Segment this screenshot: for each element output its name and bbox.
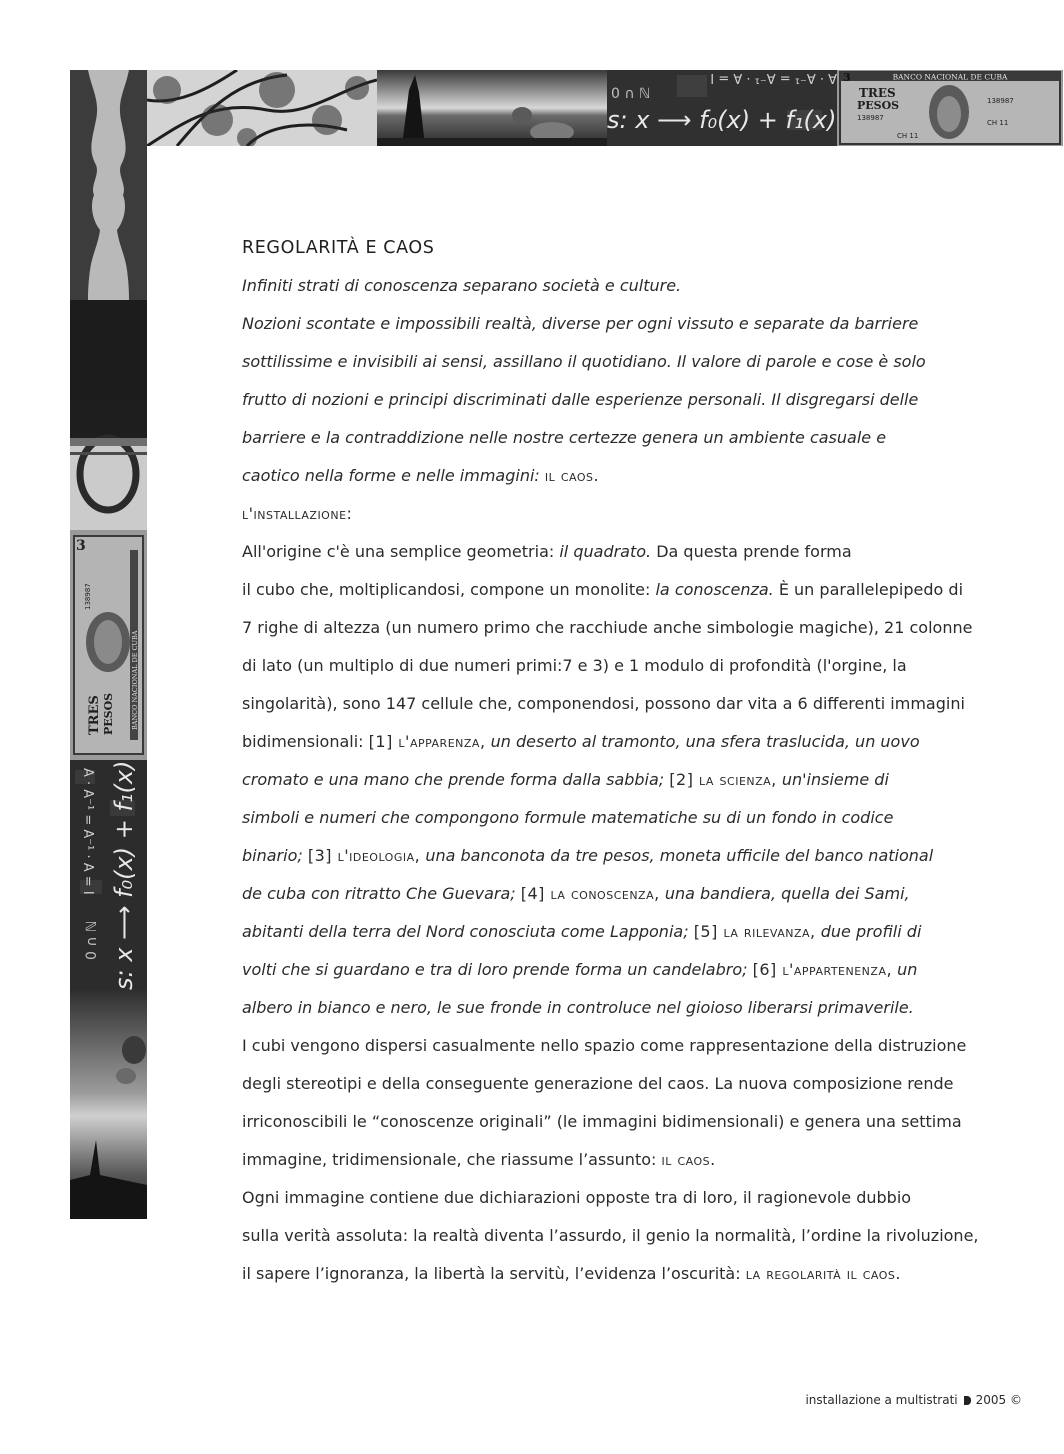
candelabra-profile-image [70, 400, 147, 530]
math-fragment-a-top-text: A · A⁻¹ = A⁻¹ · A = I [710, 70, 837, 85]
math-fragment-a-text: A · A⁻¹ = A⁻¹ · A = I [80, 768, 95, 895]
body-line: simboli e numeri che compongono formule matematiche su di un fondo in codice [242, 808, 894, 827]
banknote-denomination-top-text: TRES [859, 86, 896, 100]
body-emphasis: abitanti della terra del Nord conosciuta come Lapponia; [242, 922, 689, 941]
banknote-serial-text: 138987 [84, 583, 92, 610]
banknote-serial-top-text: 138987 [857, 114, 884, 122]
banknote-bank-text: BANCO NACIONAL DE CUBA [131, 630, 139, 730]
body-emphasis: volti che si guardano e tra di loro prende forma un candelabro; [242, 960, 748, 979]
banknote-serial-right-text: 138987 [987, 97, 1014, 105]
math-formula-top-text: s: x ⟶ f₀(x) + f₁(x) [607, 106, 837, 134]
intro-line: Infiniti strati di conoscenza separano società e culture. [242, 276, 682, 295]
keyword: [5] la rilevanza, [693, 922, 816, 941]
body-line [242, 571, 964, 609]
page-footer [805, 1393, 1022, 1407]
body-emphasis: binario; [242, 846, 303, 865]
keyword: la regolarità il caos. [745, 1264, 901, 1283]
intro-line: frutto di nozioni e principi discriminati dalle esperienze personali. Il disgregarsi delle [242, 390, 919, 409]
page-title: REGOLARITÀ E CAOS [242, 238, 435, 258]
body-line [242, 913, 942, 951]
banknote-numeral-top-text: 3 [843, 71, 851, 84]
banknote-series-right-text: CH 11 [987, 119, 1009, 127]
keyword: [6] l'appartenenza, [752, 960, 893, 979]
body-emphasis: cromato e una mano che prende forma dalla sabbia; [242, 770, 665, 789]
body-line: 7 righe di altezza (un numero primo che racchiude anche simbologie magiche), 21 colonne [242, 618, 973, 637]
body-line: irriconoscibili le “conoscenze originali” (le immagini bidimensionali) e genera una settima [242, 1112, 962, 1131]
body-text: Da questa prende forma [656, 542, 852, 561]
footer-text: installazione a multistrati [805, 1393, 958, 1407]
faces-vase-illusion-image [70, 70, 147, 300]
tres-pesos-banknote-image [837, 70, 1063, 146]
body-line: di lato (un multiplo di due numeri primi:7 e 3) e 1 modulo di profondità (l'orgine, la [242, 656, 907, 675]
banknote-currency-top-text: PESOS [857, 99, 900, 112]
keyword: il caos. [661, 1150, 716, 1169]
banknote-currency-text: PESOS [102, 692, 115, 735]
body-line [242, 1141, 942, 1179]
body-emphasis: un'insieme di [781, 770, 889, 789]
math-formulas-image [607, 70, 837, 146]
body-line: albero in bianco e nero, le sue fronde in controluce nel gioioso liberarsi primaverile. [242, 998, 914, 1017]
top-image-strip [147, 70, 1063, 146]
body-line [242, 1255, 942, 1293]
keyword: [4] la conoscenza, [520, 884, 660, 903]
body-emphasis: un deserto al tramonto, una sfera traslucida, un uovo [490, 732, 920, 751]
body-line: sulla verità assoluta: la realtà diventa l’assurdo, il genio la normalità, l’ordine la rivoluzione, [242, 1226, 979, 1245]
body-line [242, 875, 942, 913]
body-text: bidimensionali: [242, 732, 364, 751]
body-line [242, 723, 942, 761]
body-line [242, 761, 942, 799]
intro-line: Nozioni scontate e impossibili realtà, diverse per ogni vissuto e separate da barriere [242, 314, 919, 333]
body-line [242, 951, 942, 989]
left-image-strip [70, 70, 147, 1219]
body-emphasis: due profili di [820, 922, 922, 941]
desert-sphere-vertical-image [70, 990, 147, 1219]
body-emphasis: la conoscenza. [655, 580, 774, 599]
body-line [242, 837, 942, 875]
desert-sunset-image [377, 70, 607, 146]
tree-canopy-image [147, 70, 377, 146]
intro-line: sottilissime e invisibili ai sensi, assillano il quotidiano. Il valore di parole e cose è solo [242, 352, 926, 371]
math-formulas-vertical-image [70, 760, 147, 990]
tres-pesos-banknote-vertical-image [70, 530, 147, 760]
body-text: immagine, tridimensionale, che riassume l’assunto: [242, 1150, 657, 1169]
intro-text: caotico nella forme e nelle immagini: [242, 466, 540, 485]
keyword: [2] la scienza, [669, 770, 777, 789]
banknote-denomination-text: TRES [87, 695, 102, 735]
keyword: il caos. [544, 466, 600, 485]
intro-line: barriere e la contraddizione nelle nostre certezze genera un ambiente casuale e [242, 428, 887, 447]
body-emphasis: una banconota da tre pesos, moneta ufficile del banco national [425, 846, 934, 865]
body-emphasis: de cuba con ritratto Che Guevara; [242, 884, 516, 903]
section-heading: l'installazione: [242, 504, 353, 523]
body-line: Ogni immagine contiene due dichiarazioni opposte tra di loro, il ragionevole dubbio [242, 1188, 912, 1207]
math-fragment-b-top-text: 0 ∩ ℕ [611, 86, 651, 102]
body-emphasis: un [897, 960, 918, 979]
body-text: È un parallelepipedo di [778, 580, 964, 599]
body-text: il cubo che, moltiplicandosi, compone un monolite: [242, 580, 651, 599]
banknote-series-top-text: CH 11 [897, 132, 919, 140]
body-line [242, 533, 942, 571]
article-body [242, 229, 979, 1293]
banknote-numeral-text: 3 [76, 538, 86, 554]
body-text: All'origine c'è una semplice geometria: [242, 542, 555, 561]
body-emphasis: il quadrato. [559, 542, 652, 561]
keyword: [3] l'ideologia, [307, 846, 421, 865]
math-formula-text: s: x ⟶ f₀(x) + f₁(x) [110, 760, 138, 990]
body-emphasis: una bandiera, quella dei Sami, [664, 884, 910, 903]
keyword: [1] l'apparenza, [368, 732, 486, 751]
body-line: I cubi vengono dispersi casualmente nello spazio come rappresentazione della distruzione [242, 1036, 967, 1055]
body-text: il sapere l’ignoranza, la libertà la servitù, l’evidenza l’oscurità: [242, 1264, 741, 1283]
intro-line [242, 457, 942, 495]
logo-mark-icon [964, 1396, 971, 1405]
math-fragment-b-text: 0 ∩ ℕ [84, 920, 100, 960]
dark-panel-image [70, 300, 147, 400]
footer-year: 2005 © [975, 1393, 1022, 1407]
body-line: singolarità), sono 147 cellule che, componendosi, possono dar vita a 6 differenti immagini [242, 694, 965, 713]
banknote-bank-top-text: BANCO NACIONAL DE CUBA [892, 72, 1008, 82]
body-line: degli stereotipi e della conseguente generazione del caos. La nuova composizione rende [242, 1074, 954, 1093]
